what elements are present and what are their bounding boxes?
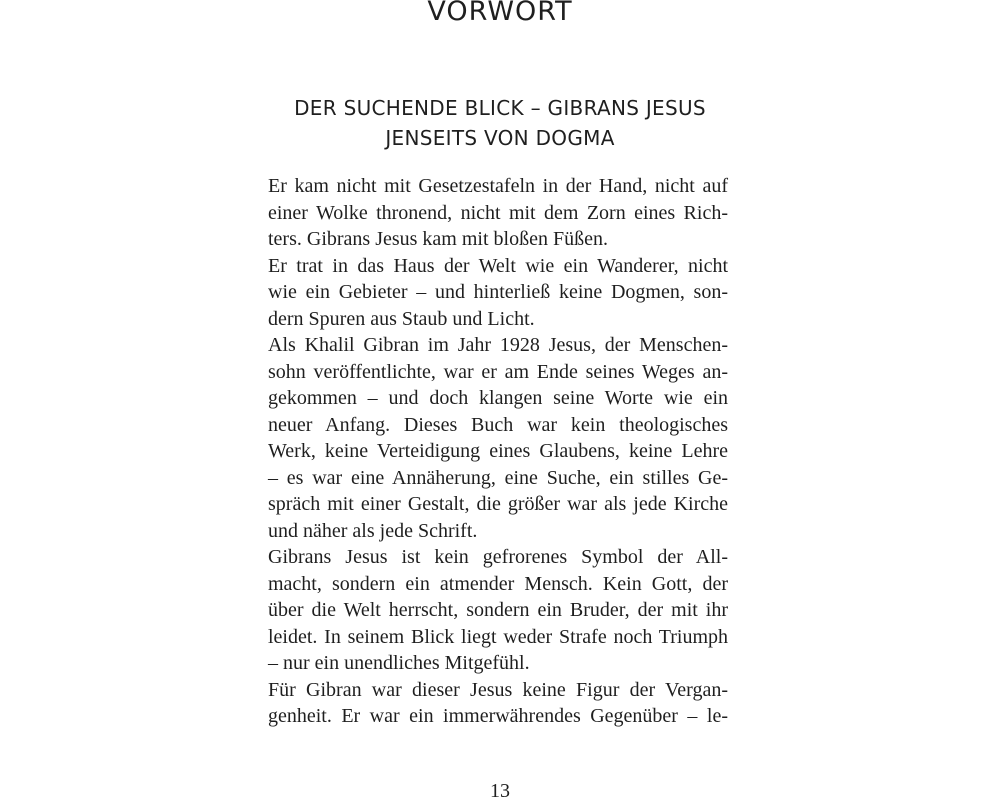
text-line: und näher als jede Schrift. (268, 519, 478, 542)
text-line: macht, sondern ein atmender Mensch. Kein Gott, der (268, 572, 728, 595)
text-line: genheit. Er war ein immerwährendes Gegenüber – le- (268, 705, 728, 727)
text-line: Er kam nicht mit Gesetzestafeln in der Hand, nicht auf (268, 175, 728, 197)
text-line: wie ein Gebieter – und hinterließ keine Dogmen, son- (268, 281, 728, 303)
text-line: neuer Anfang. Dieses Buch war kein theologisches (268, 413, 728, 436)
text-line: Gibrans Jesus ist kein gefrorenes Symbol der All- (268, 546, 728, 568)
text-line: spräch mit einer Gestalt, die größer war als jede Kirche (268, 493, 728, 515)
text-line: sohn veröffentlichte, war er am Ende seines Weges an- (268, 360, 728, 383)
body-text (268, 173, 728, 730)
text-line: Werk, keine Verteidigung eines Glaubens, keine Lehre (268, 440, 728, 462)
paragraph (268, 173, 728, 253)
text-line: gekommen – und doch klangen seine Worte wie ein (268, 387, 728, 409)
text-line: – nur ein unendliches Mitgefühl. (268, 652, 530, 674)
text-line: ters. Gibrans Jesus kam mit bloßen Füßen. (268, 228, 608, 250)
chapter-title (250, 93, 750, 153)
text-line: – es war eine Annäherung, eine Suche, ein stilles Ge- (268, 466, 728, 489)
text-line: dern Spuren aus Staub und Licht. (268, 307, 535, 330)
chapter-title-line: JENSEITS VON DOGMA (385, 126, 615, 150)
text-line: leidet. In seinem Blick liegt weder Strafe noch Triumph (268, 625, 728, 648)
paragraph (268, 253, 728, 333)
page-number: 13 (490, 780, 510, 802)
text-line: über die Welt herrscht, sondern ein Bruder, der mit ihr (268, 599, 728, 621)
paragraph (268, 677, 728, 730)
paragraph (268, 332, 728, 544)
chapter-title-line: DER SUCHENDE BLICK – GIBRANS JESUS (294, 96, 706, 120)
text-line: Für Gibran war dieser Jesus keine Figur der Vergan- (268, 678, 728, 701)
page-heading: VORWORT (427, 0, 573, 27)
paragraph (268, 544, 728, 677)
text-line: Als Khalil Gibran im Jahr 1928 Jesus, der Menschen- (268, 334, 728, 356)
text-line: einer Wolke thronend, nicht mit dem Zorn eines Rich- (268, 201, 728, 224)
text-line: Er trat in das Haus der Welt wie ein Wanderer, nicht (268, 254, 728, 277)
